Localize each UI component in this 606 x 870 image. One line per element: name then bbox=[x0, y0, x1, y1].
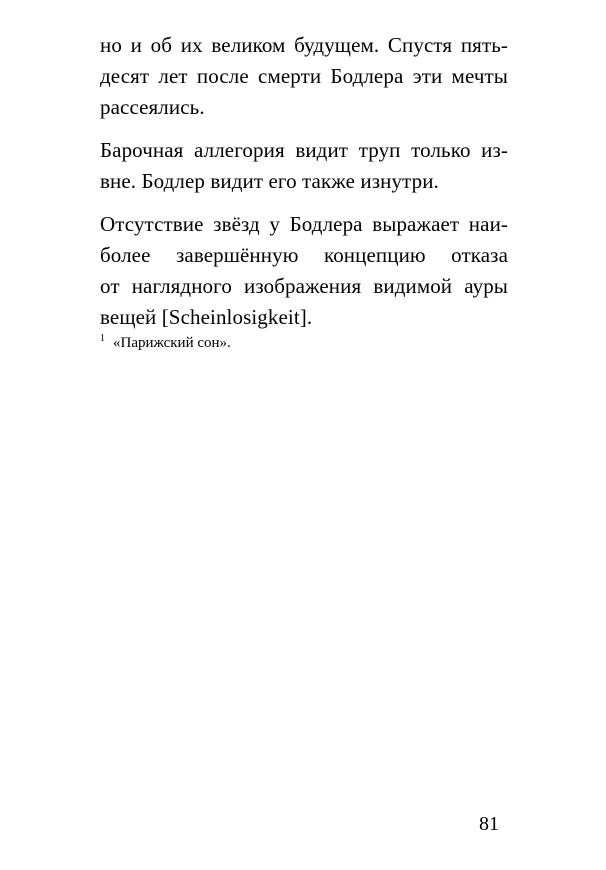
text-line: от наглядного изображения видимой ауры bbox=[100, 274, 508, 298]
paragraph-3 bbox=[100, 209, 508, 333]
footnote bbox=[100, 329, 231, 353]
text-line: вне. Бодлер видит его также изнутри. bbox=[100, 169, 439, 193]
text-line: Отсутствие звёзд у Бодлера выражает наи- bbox=[100, 212, 508, 236]
text-line: Барочная аллегория видит труп только из- bbox=[100, 138, 508, 162]
text-line: рассеялись. bbox=[100, 95, 205, 119]
text-line: десят лет после смерти Бодлера эти мечты bbox=[100, 64, 508, 88]
text-line: вещей [Scheinlosigkeit]. bbox=[100, 305, 313, 329]
footnote-text: «Парижский сон». bbox=[113, 335, 231, 351]
text-line: более завершённую концепцию отказа bbox=[100, 243, 508, 267]
footnote-mark: 1 bbox=[100, 333, 105, 344]
paragraph-2 bbox=[100, 135, 508, 197]
body-text bbox=[100, 30, 508, 345]
paragraph-1 bbox=[100, 30, 508, 123]
page-number: 81 bbox=[479, 813, 499, 835]
text-line: но и об их великом будущем. Спустя пять- bbox=[100, 33, 508, 57]
